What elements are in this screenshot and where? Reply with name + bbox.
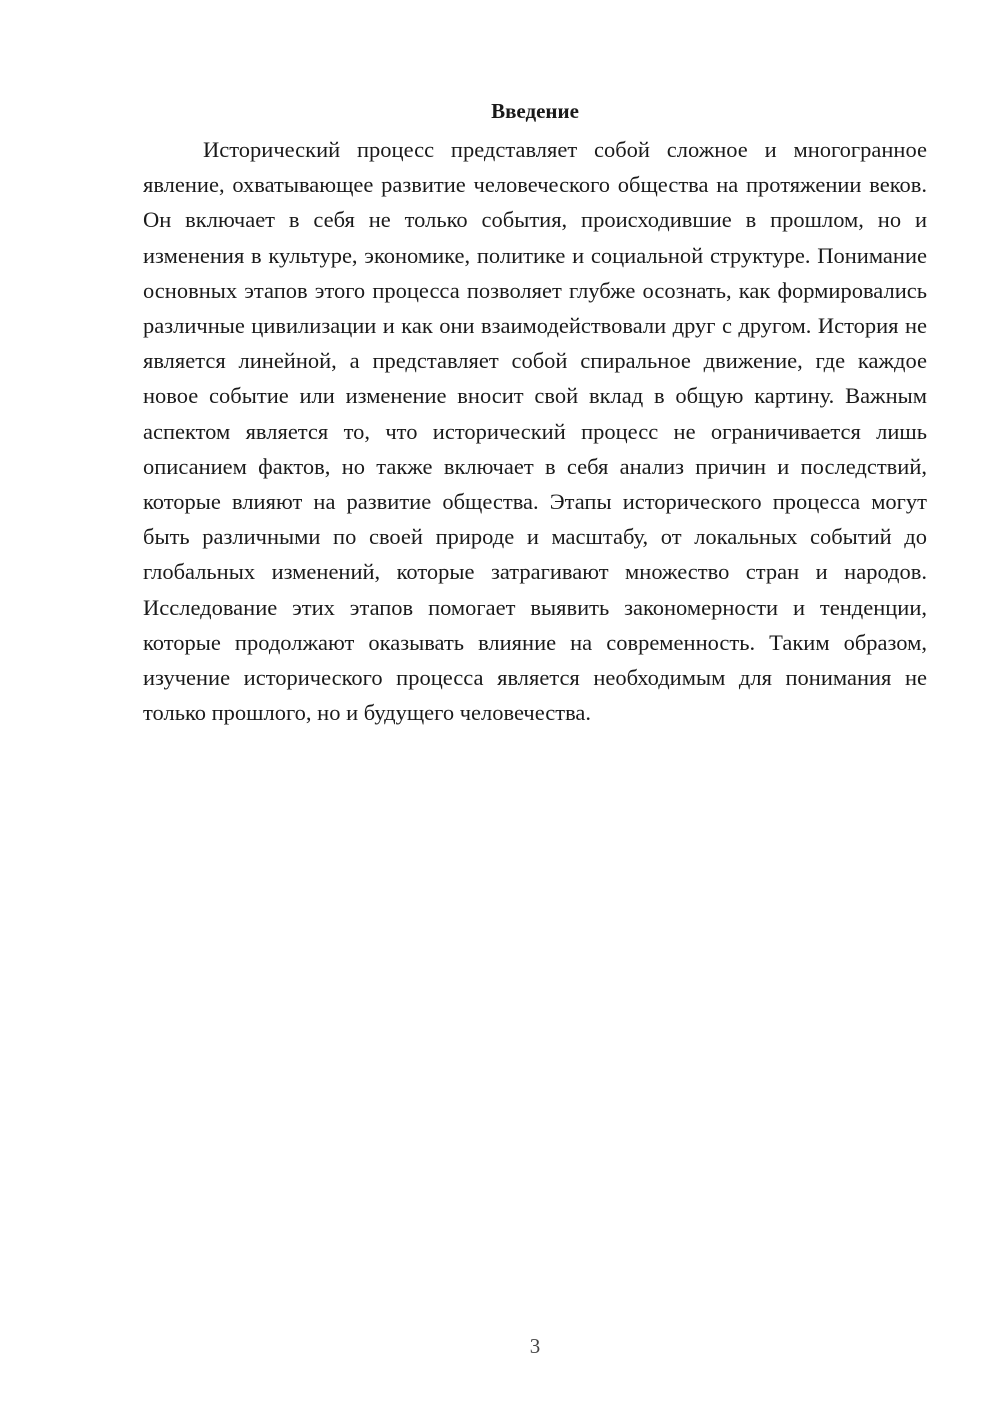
page-content bbox=[143, 96, 927, 730]
section-heading: Введение bbox=[491, 99, 579, 123]
page-number: 3 bbox=[529, 1334, 541, 1358]
body-paragraph: Исторический процесс представляет собой сложное и многогранное явление, охватывающее развитие человеческого общества на протяжении веков. Он включает в себя не только события, происходившие в прошлом, но и изменения в культуре, экономике, политике и социальной структуре. Понимание основных этапов этого процесса позволяет глубже осознать, как формировались различные цивилизации и как они взаимодействовали друг с другом. История не является линейной, а представляет собой спиральное движение, где каждое новое событие или изменение вносит свой вклад в общую картину. Важным аспектом является то, что исторический процесс не ограничивается лишь описанием фактов, но также включает в себя анализ причин и последствий, которые влияют на развитие общества. Этапы исторического процесса могут быть различными по своей природе и масштабу, от локальных событий до глобальных изменений, которые затрагивают множество стран и народов. Исследование этих этапов помогает выявить закономерности и тенденции, которые продолжают оказывать влияние на современность. Таким образом, изучение исторического процесса является необходимым для понимания не только прошлого, но и будущего человечества. bbox=[143, 137, 927, 726]
